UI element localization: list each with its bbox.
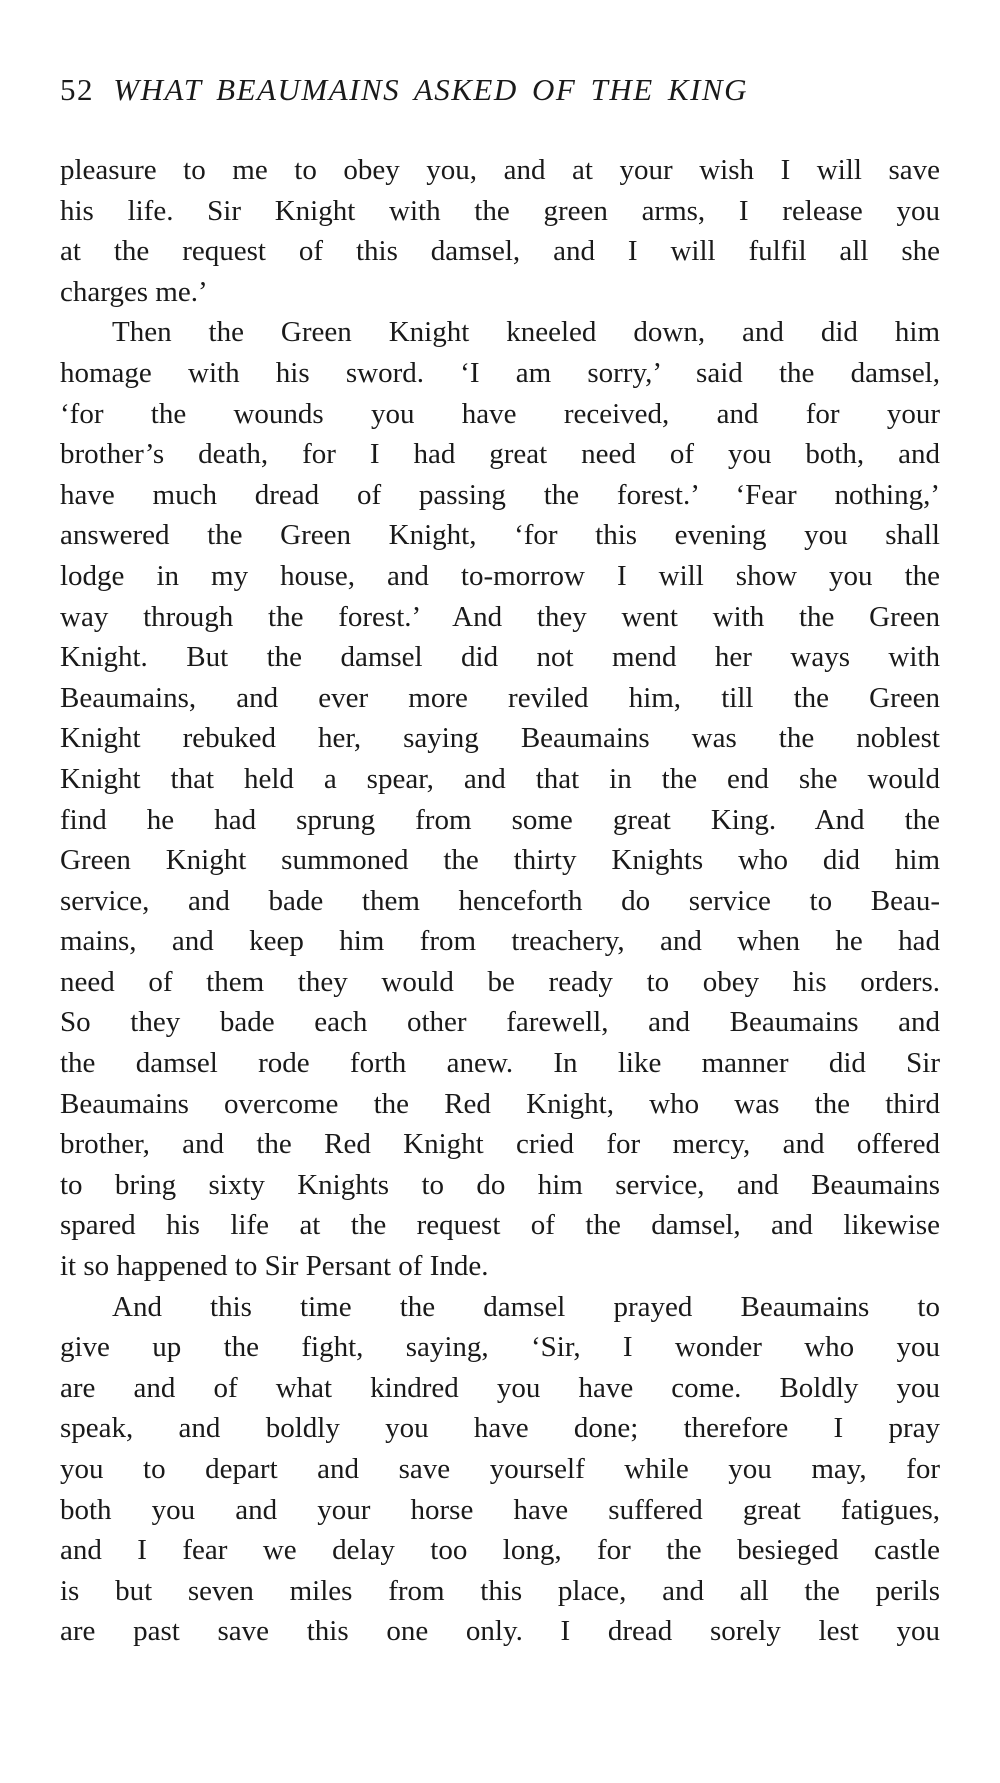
text-line: So they bade each other farewell, and Beaumains and: [60, 1006, 940, 1039]
text-line: are and of what kindred you have come. Boldly you: [60, 1371, 940, 1404]
text-line: answered the Green Knight, ‘for this evening you shall: [60, 519, 940, 552]
text-line: speak, and boldly you have done; therefore I pray: [60, 1412, 940, 1445]
text-line: homage with his sword. ‘I am sorry,’ said the damsel,: [60, 356, 940, 389]
text-line: brother’s death, for I had great need of you both, and: [60, 438, 940, 471]
running-head: [60, 70, 940, 110]
text-line: give up the fight, saying, ‘Sir, I wonder who you: [60, 1331, 940, 1364]
text-line: it so happened to Sir Persant of Inde.: [60, 1250, 489, 1283]
text-line: Beaumains, and ever more reviled him, till the Green: [60, 681, 940, 714]
text-line: to bring sixty Knights to do him service, and Beaumains: [60, 1168, 940, 1201]
paragraph-first-line: And this time the damsel prayed Beaumains to: [112, 1290, 940, 1323]
text-line: the damsel rode forth anew. In like manner did Sir: [60, 1047, 940, 1080]
text-line: both you and your horse have suffered great fatigues,: [60, 1493, 940, 1526]
page-number: 52: [60, 72, 94, 107]
text-line: Knight. But the damsel did not mend her ways with: [60, 641, 940, 674]
text-line: need of them they would be ready to obey his orders.: [60, 965, 940, 998]
text-line: are past save this one only. I dread sorely lest you: [60, 1615, 940, 1648]
text-line: have much dread of passing the forest.’ ‘Fear nothing,’: [60, 478, 940, 511]
text-line: Knight rebuked her, saying Beaumains was the noblest: [60, 722, 940, 755]
text-line: lodge in my house, and to-morrow I will show you the: [60, 559, 940, 592]
text-line: way through the forest.’ And they went with the Green: [60, 600, 940, 633]
text-line: brother, and the Red Knight cried for mercy, and offered: [60, 1128, 940, 1161]
text-line: at the request of this damsel, and I will fulfil all she: [60, 235, 940, 268]
text-line: charges me.’: [60, 275, 208, 308]
text-line: his life. Sir Knight with the green arms, I release you: [60, 194, 940, 227]
paragraph-first-line: Then the Green Knight kneeled down, and did him: [112, 316, 940, 349]
text-line: spared his life at the request of the damsel, and likewise: [60, 1209, 940, 1242]
text-line: you to depart and save yourself while you may, for: [60, 1453, 940, 1485]
chapter-running-title: WHAT BEAUMAINS ASKED OF THE KING: [113, 72, 748, 107]
text-line: service, and bade them henceforth do service to Beau-: [60, 884, 940, 917]
text-line: is but seven miles from this place, and all the perils: [60, 1574, 940, 1607]
text-line: and I fear we delay too long, for the besieged castle: [60, 1534, 940, 1567]
text-line: find he had sprung from some great King. And the: [60, 803, 940, 836]
body-text: [60, 150, 940, 1652]
text-line: mains, and keep him from treachery, and when he had: [60, 925, 940, 958]
text-line: Beaumains overcome the Red Knight, who was the third: [60, 1087, 940, 1120]
text-line: ‘for the wounds you have received, and for your: [60, 397, 940, 430]
text-line: Green Knight summoned the thirty Knights who did him: [60, 844, 940, 877]
text-line: pleasure to me to obey you, and at your wish I will save: [60, 154, 940, 186]
text-line: Knight that held a spear, and that in the end she would: [60, 762, 940, 795]
